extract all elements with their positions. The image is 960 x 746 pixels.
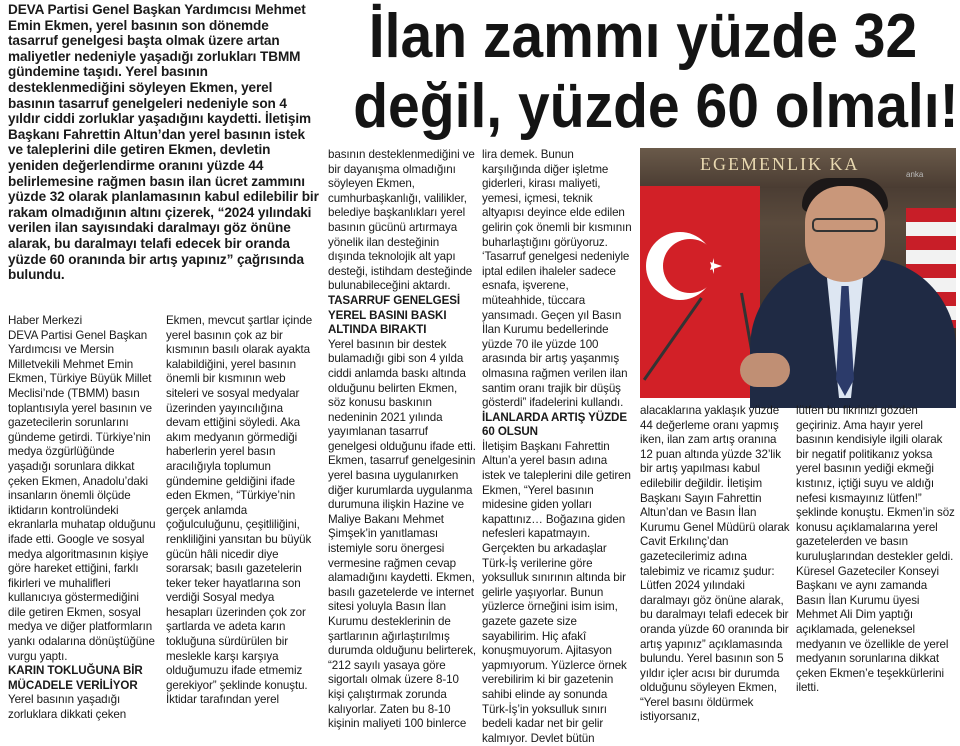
paragraph: basının desteklenmediğini ve bir dayanışma olmadığını söyleyen Ekmen, cumhurbaşkanlığı, valilikler, belediye başkanlıkları yerel basının gücünü artırmaya yönelik ilan desteğinin dışında teknolojik alt yapı desteği, istihdam desteğinde bulunabileceğini aktardı. [328,148,475,293]
article-column-3 [328,148,477,731]
paragraph: İletişim Başkanı Fahrettin Altun’a yerel basın adına istek ve taleplerini dile getiren Ekmen, “Yerel basının midesine giden yolları kapattınız… Boğazına giden nefesleri kapatmayın. Gerçekten bu arkadaşlar Türk-İş verilerine göre yoksulluk sınırının altında bir gelirle yaşıyorlar. Bunun yüzlerce örneğini isim isim, gazete gazete size sayabilirim. Hiç afakî konuşmuyorum. Ajitasyon yapmıyorum. Yüzlerce örnek verebilirim ki bir gazetenin sahibi elinde ay sonunda Türk-İş’in yoksulluk sınırı bedeli kadar net bir gelir kalmıyor. Devlet bütün [482,439,631,745]
speaker-glasses [812,218,878,232]
article-column-1 [8,314,158,722]
paragraph: Yerel basının yaşadığı zorluklara dikkati çeken [8,693,127,722]
photo-sign-text: EGEMENLIK KA [700,154,860,174]
headline [353,2,959,142]
article-column-5 [640,404,790,724]
paragraph: DEVA Partisi Genel Başkan Yardımcısı ve Mersin Milletvekili Mehmet Emin Ekmen, Türkiye Büyük Millet Meclisi’nde (TBMM) basın toplantısıyla yerel basının ve gazetecilerin sorunlarını gündeme getirdi. Türkiye’nin medya özgürlüğünde yaşadığı sorunlara dikkat çeken Ekmen, Anadolu’daki insanların önemli ölçüde iktidarın kontrolündeki ekranlarla muhatap olduğunu ifade etti. Google ve sosyal medya algoritmasının kişiye göre hareket ettiğini, farklı fikirleri ve muhalifleri kullanıcıya göstermediğini dile getiren Ekmen, sosyal medya ve diğer platformların yankı odalarına dönüştüğüne vurgu yaptı. [8,328,156,663]
article-column-2 [166,314,318,707]
paragraph: lira demek. Bunun karşılığında diğer işletme giderleri, kirası maliyeti, yemesi, içmesi, teknik altyapısı deyince elde edilen gelirin çok önemli bir kısmının buharlaştığını görüyoruz. ‘Tasarruf genelgesi nedeniyle iptal edilen ihaleler sadece esnafa, işverene, müteahhide, tüccara yansımadı. Geçen yıl Basın İlan Kurumu bedellerinde yüzde 70 ile yüzde 100 arasında bir artış yaşanmış olmasına rağmen verilen ilan santim oranı trajik bir düşüş gösterdi” ifadelerini kullandı. [482,148,632,410]
speaker-face [805,186,885,282]
subheading: İLANLARDA ARTIŞ YÜZDE 60 OLSUN [482,410,627,439]
article-column-6 [796,404,956,695]
lead-paragraph: DEVA Partisi Genel Başkan Yardımcısı Mehmet Emin Ekmen, yerel basının son dönemde tasarruf genelgesi başta olmak üzere artan maliyetler nedeniyle yaşadığı zorlukları TBMM gündemine taşıdı. Yerel basının desteklenmediğini söyleyen Ekmen, yerel basının tasarruf genelgeleri nedeniyle son 4 yıldır ciddi zorluklar yaşadığını kaydetti. İletişim Başkanı Fahrettin Altun’dan yerel basının istek ve taleplerini dile getiren Ekmen, devletin yeniden değerlendirme oranını yüzde 44 belirlemesine rağmen basın ilan ücret zammını yüzde 32 olarak planlamasının kabul edilebilir bir rakam olmadığının altını çizerek, “2024 yılındaki verilen ilan sayısındaki daralmayı göz önüne alarak, bu daralmayı telafi edecek bir oranda yüzde 60 oranında bir artış yapınız” çağrısında bulundu. [8,2,319,283]
article-column-4 [482,148,632,745]
paragraph: lütfen bu fikrinizi gözden geçiriniz. Ama hayır yerel basının kendisiyle ilgili olarak bir negatif politikanız yoksa yerel basının yediği ekmeği kıstınız, içtiği suyu ve aldığı nefesi kısmayınız lütfen!” şeklinde konuştu. Ekmen’in söz konusu açıklamalarına yerel gazetelerden ve basın kuruluşlarından destekler geldi. Küresel Gazeteciler Konseyi Başkanı ve aynı zamanda Basın İlan Kurumu üyesi Mehmet Ali Dim yaptığı açıklamada, geleneksel medyanın ve özellikle de yerel medyanın sorunlarına dikkat çeken Ekmen’e teşekkürlerini iletti. [796,404,955,695]
paragraph: Yerel basının bir destek bulamadığı gibi son 4 yılda ciddi anlamda baskı altında olduğunu belirten Ekmen, söz konusu baskının nedeninin 2021 yılında yayımlanan tasarruf genelgesi olduğunu ifade etti. Ekmen, tasarruf genelgesinin yerel basına uygulanırken diğer kurumlarda uygulanma durumuna ilişkin Hazine ve Maliye Bakanı Mehmet Şimşek’in yanıtlaması istemiyle soru önergesi vermesine rağmen cevap alamadığını kaydetti. Ekmen, basılı gazetelerde ve internet sitesi yoluyla Basın İlan Kurumu desteklerinin de şartlarının ağırlaştırılmış durumda olduğunu belirterek, “212 sayılı yasaya göre sigortalı olmak üzere 8-10 kişi çalıştırmak zorunda kalıyorlar. Zaten bu 8-10 kişinin maliyeti 100 binlerce [328,337,477,731]
paragraph: Ekmen, mevcut şartlar içinde yerel basının çok az bir kısmının basılı olarak ayakta kalabildiğini, yerel basının önemli bir kısmının web siteleri ve sosyal medyalar üzerinden yayıncılığına devam ettiğini söyledi. Aka akım medyanın görmediği haberlerin yerel basın aracılığıyla toplumun gündemine geldiğini ifade eden Ekmen, “Türkiye’nin gerçek anlamda çoğulculuğunu, çeşitliliğini, renkliliğini yansıtan bu büyük gücün hâli nicedir diye sorarsak; basılı gazetelerin teker teker hayatlarına son verdiği Sosyal medya hesapları üzerinden çok zor şartlarda ve adeta karın tokluğuna sürdürülen bir meslekle karşı karşıya olduğumuzu ifade etmemiz gerekiyor” şeklinde konuştu. İktidar tarafından yerel [166,314,313,707]
byline: Haber Merkezi [8,314,83,327]
headline-line-1: İlan zammı yüzde 32 [368,2,918,71]
subheading: TASARRUF GENELGESİ YEREL BASINI BASKI ALTINDA BIRAKTI [328,293,460,337]
article-photo [640,148,956,398]
speaker-hand [740,353,790,387]
headline-line-2: değil, yüzde 60 olmalı! [353,72,959,141]
subheading: KARIN TOKLUĞUNA BİR MÜCADELE VERİLİYOR [8,664,143,692]
photo-credit: anka [906,170,924,179]
paragraph: alacaklarına yaklaşık yüzde 44 değerleme oranı yapmış iken, ilan zam artış oranına 12 puan altında yüzde 32’lik bir artış yapılması kabul edilebilir değildir. İletişim Başkanı Sayın Fahrettin Altun’dan ve Basın İlan Kurumu Genel Müdürü olarak Cavit Erkılınç’dan gazetecilerimiz adına talebimiz ve ricamız şudur: Lütfen 2024 yılındaki daralmayı göz önüne alarak, bu daralmayı telafi edecek bir oranda yüzde 60 oranında bir artış yapınız” açıklamasında bulundu. Yerel basının son 5 yıldır içler acısı bir durumda olduğunu söyleyen Ekmen, “Yerel basını öldürmek istiyorsanız, [640,404,790,724]
